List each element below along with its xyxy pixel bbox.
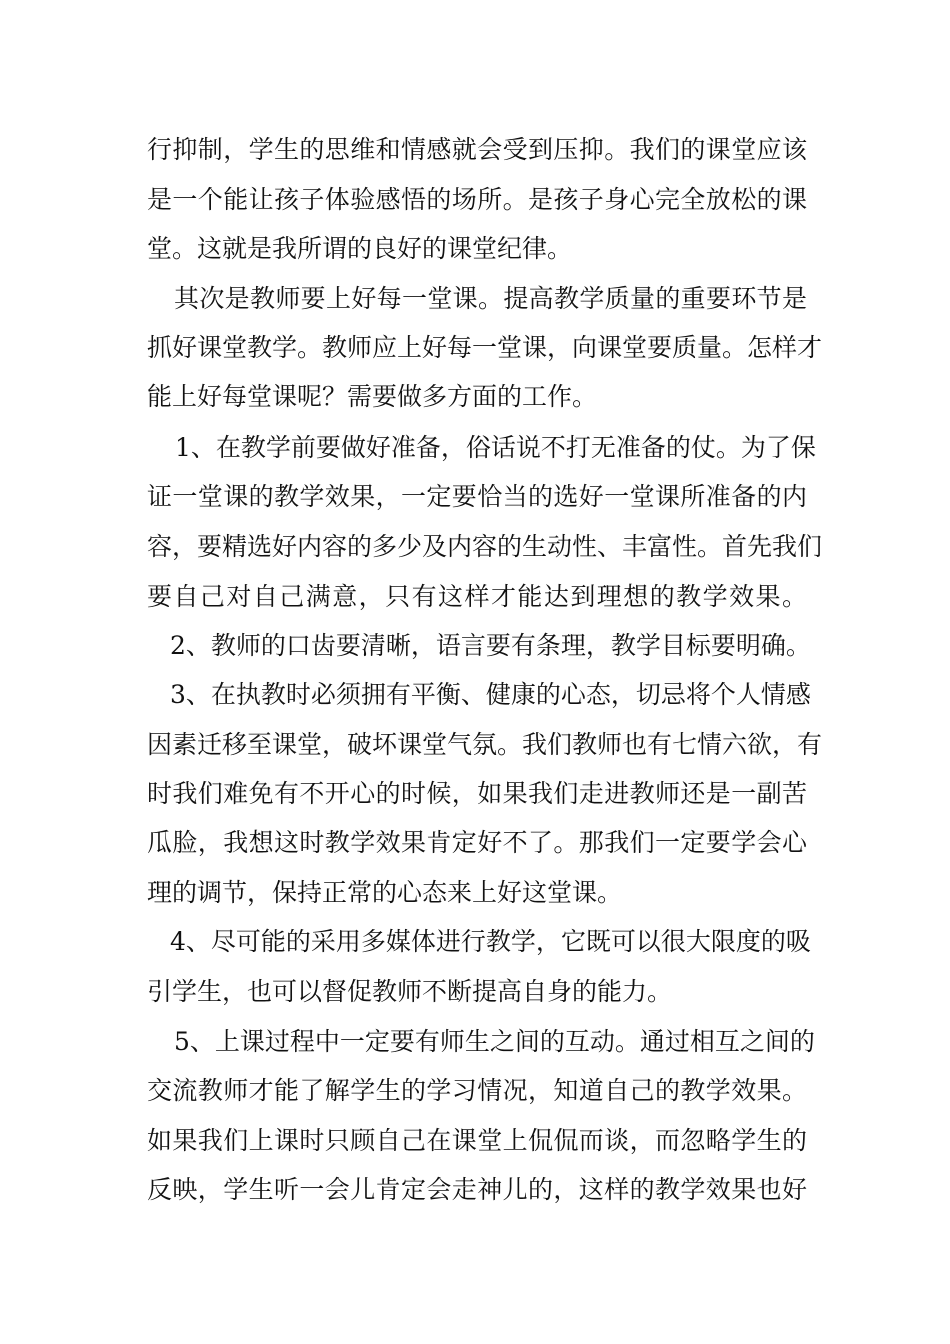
text-line: 是一个能让孩子体验感悟的场所。是孩子身心完全放松的课 — [147, 185, 807, 214]
text-line: 行抑制，学生的思维和情感就会受到压抑。我们的课堂应该 — [147, 135, 807, 164]
text-line: 理的调节，保持正常的心态来上好这堂课。 — [147, 878, 623, 907]
text-line: 1、在教学前要做好准备，俗话说不打无准备的仗。为了保 — [175, 433, 816, 462]
text-line: 交流教师才能了解学生的学习情况，知道自己的教学效果。 — [147, 1076, 807, 1105]
text-line: 瓜脸，我想这时教学效果肯定好不了。那我们一定要学会心 — [147, 828, 807, 857]
text-line: 容，要精选好内容的多少及内容的生动性、丰富性。首先我们 — [147, 532, 823, 561]
text-line: 4、尽可能的采用多媒体进行教学，它既可以很大限度的吸 — [170, 927, 811, 956]
text-line: 2、教师的口齿要清晰，语言要有条理，教学目标要明确。 — [170, 631, 811, 660]
text-line: 因素迁移至课堂，破坏课堂气氛。我们教师也有七情六欲，有 — [147, 730, 823, 759]
text-line: 能上好每堂课呢？需要做多方面的工作。 — [147, 382, 598, 411]
text-line: 如果我们上课时只顾自己在课堂上侃侃而谈，而忽略学生的 — [147, 1126, 807, 1155]
text-line: 5、上课过程中一定要有师生之间的互动。通过相互之间的 — [174, 1027, 815, 1056]
text-line: 抓好课堂教学。教师应上好每一堂课，向课堂要质量。怎样才 — [147, 333, 823, 362]
text-line: 反映，学生听一会儿肯定会走神儿的，这样的教学效果也好 — [147, 1175, 807, 1204]
text-line: 3、在执教时必须拥有平衡、健康的心态，切忌将个人情感 — [170, 680, 811, 709]
text-line: 其次是教师要上好每一堂课。提高教学质量的重要环节是 — [174, 284, 807, 313]
text-line: 时我们难免有不开心的时候，如果我们走进教师还是一副苦 — [147, 779, 807, 808]
text-line: 引学生，也可以督促教师不断提高自身的能力。 — [147, 977, 673, 1006]
text-line: 证一堂课的教学效果，一定要恰当的选好一堂课所准备的内 — [147, 482, 807, 511]
text-line: 要自己对自己满意，只有这样才能达到理想的教学效果。 — [147, 582, 807, 611]
text-line: 堂。这就是我所谓的良好的课堂纪律。 — [147, 234, 573, 263]
